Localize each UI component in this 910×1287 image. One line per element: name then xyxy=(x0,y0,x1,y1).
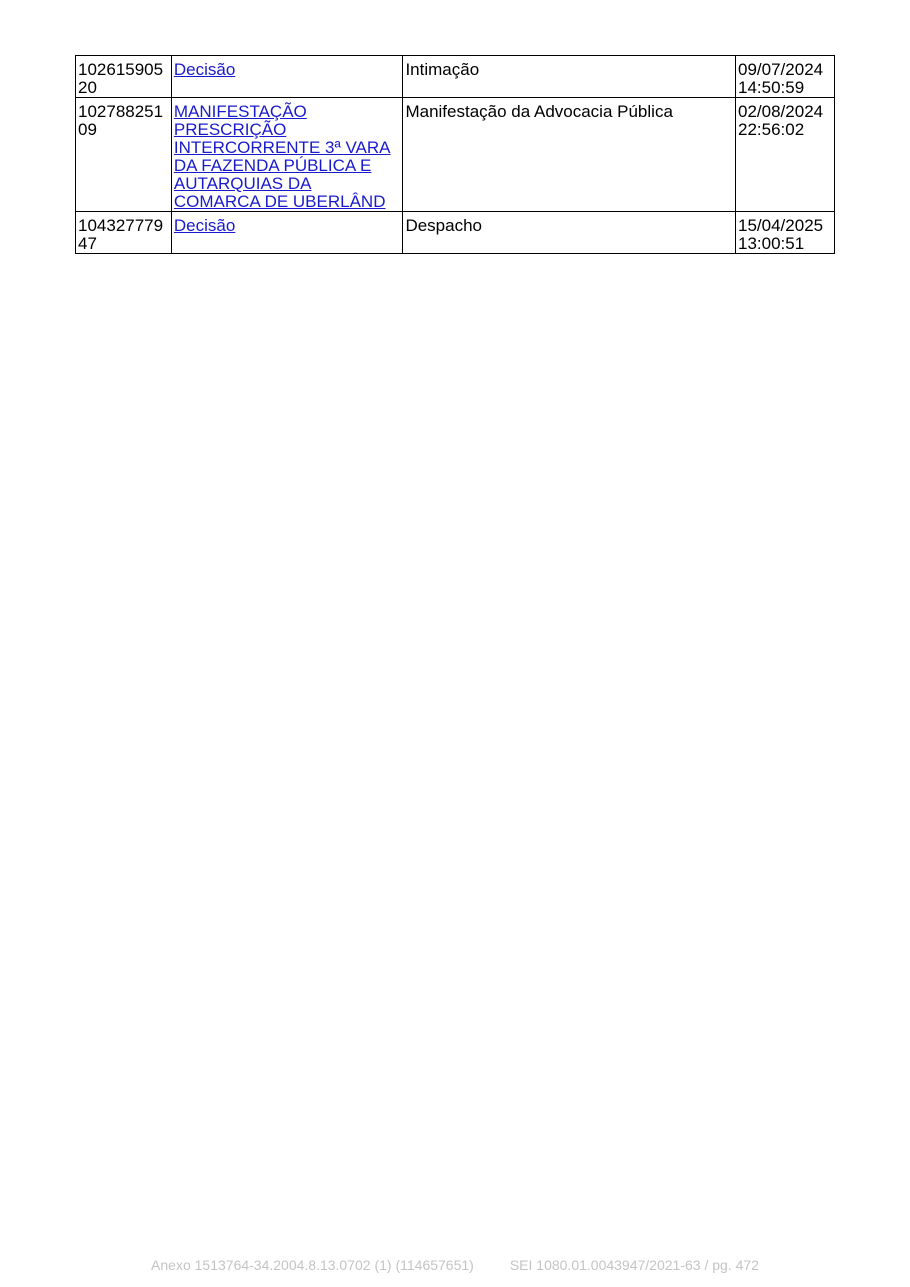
document-type-cell: Despacho xyxy=(403,212,736,254)
table-row xyxy=(76,56,835,98)
document-id-cell: 10261590520 xyxy=(76,56,172,98)
document-type-cell: Manifestação da Advocacia Pública xyxy=(403,98,736,212)
document-link[interactable]: MANIFESTAÇÃO PRESCRIÇÃO INTERCORRENTE 3ª VARA DA FAZENDA PÚBLICA E AUTARQUIAS DA COMARCA DE UBERLÂND xyxy=(173,102,391,211)
document-link[interactable]: Decisão xyxy=(173,60,236,79)
document-id-cell: 10278825109 xyxy=(76,98,172,212)
document-datetime-cell: 02/08/2024 22:56:02 xyxy=(736,98,835,212)
document-link-cell xyxy=(171,212,403,254)
document-link-cell xyxy=(171,98,403,212)
footer-sei: SEI 1080.01.0043947/2021-63 / pg. 472 xyxy=(509,1257,759,1273)
table-row xyxy=(76,212,835,254)
document-table xyxy=(75,55,835,254)
table-row xyxy=(76,98,835,212)
document-link-cell xyxy=(171,56,403,98)
document-link[interactable]: Decisão xyxy=(173,216,236,235)
page-footer xyxy=(0,1257,910,1273)
document-datetime-cell: 09/07/2024 14:50:59 xyxy=(736,56,835,98)
footer-annex: Anexo 1513764-34.2004.8.13.0702 (1) (114657651) xyxy=(151,1257,474,1273)
document-datetime-cell: 15/04/2025 13:00:51 xyxy=(736,212,835,254)
document-id-cell: 10432777947 xyxy=(76,212,172,254)
document-type-cell: Intimação xyxy=(403,56,736,98)
